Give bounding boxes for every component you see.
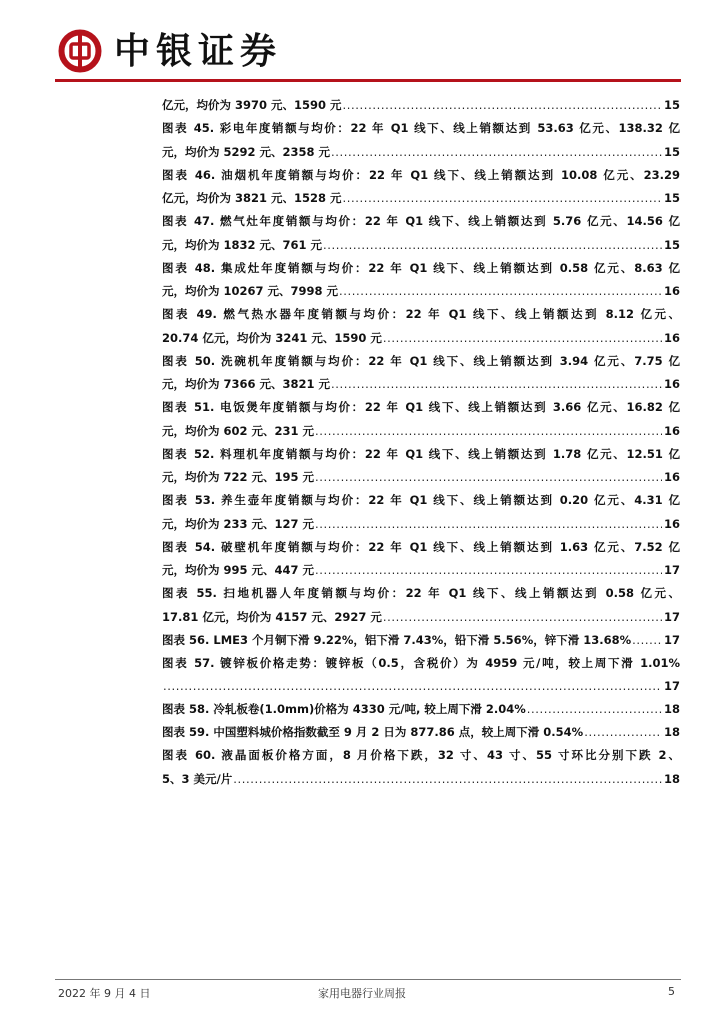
toc-entry-text: 5、3 美元/片 — [162, 771, 233, 786]
toc-leader-dots — [315, 513, 662, 537]
toc-entry[interactable] — [162, 210, 680, 257]
footer-report-title: 家用电器行业周报 — [318, 987, 406, 1000]
toc-entry-line — [162, 443, 680, 467]
toc-entry-line — [162, 721, 680, 745]
toc-entry-line — [162, 768, 680, 792]
toc-page-number: 18 — [663, 702, 680, 716]
toc-page-number: 17 — [663, 632, 680, 647]
toc-leader-dots — [315, 466, 662, 490]
toc-page-number: 16 — [663, 330, 680, 345]
toc-leader-dots — [383, 606, 662, 630]
toc-page-number: 15 — [663, 237, 680, 252]
toc-entry[interactable] — [162, 629, 680, 653]
toc-entry-text: 图表 45. 彩电年度销额与均价：22 年 Q1 线下、线上销额达到 53.63 亿元、138.32 亿 — [162, 121, 680, 135]
toc-entry-text: 亿元，均价为 3821 元、1528 元 — [162, 191, 342, 205]
toc-entry-text: 图表 50. 洗碗机年度销额与均价：22 年 Q1 线下、线上销额达到 3.94 亿元、7.75 亿 — [162, 353, 680, 368]
toc-entry-text: 17.81 亿元，均价为 4157 元、2927 元 — [162, 609, 382, 624]
toc-entry-line — [162, 210, 680, 234]
toc-page-number: 17 — [663, 609, 680, 624]
toc-entry-line — [162, 582, 680, 606]
toc-entry-text: 元，均价为 1832 元、761 元 — [162, 237, 323, 252]
toc-page-number: 15 — [663, 98, 680, 112]
bank-of-china-logo-icon — [58, 29, 102, 73]
toc-page-number: 18 — [663, 771, 680, 786]
brand-name: 中银证券 — [114, 30, 283, 72]
toc-leader-dots — [584, 721, 662, 745]
toc-leader-dots — [343, 187, 662, 211]
toc-entry-line — [162, 164, 680, 188]
toc-entry-text: 图表 46. 油烟机年度销额与均价：22 年 Q1 线下、线上销额达到 10.08 亿元、23.29 — [162, 167, 680, 182]
toc-entry-line — [162, 327, 680, 351]
toc-leader-dots — [331, 141, 662, 165]
footer-divider — [55, 979, 681, 980]
toc-leader-dots — [323, 234, 662, 258]
toc-entry-line — [162, 350, 680, 374]
toc-entry[interactable] — [162, 257, 680, 304]
toc-entry-text: 图表 51. 电饭煲年度销额与均价：22 年 Q1 线下、线上销额达到 3.66 亿元、16.82 亿 — [162, 400, 680, 414]
toc-entry-line — [162, 303, 680, 327]
toc-entry-text: 图表 54. 破壁机年度销额与均价：22 年 Q1 线下、线上销额达到 1.63 亿元、7.52 亿 — [162, 539, 680, 554]
toc-page-number: 17 — [663, 563, 680, 577]
toc-entry-text: 亿元，均价为 3970 元、1590 元 — [162, 98, 342, 112]
toc-entry[interactable] — [162, 744, 680, 791]
toc-entry-line — [162, 187, 680, 211]
toc-entry-line — [162, 234, 680, 258]
toc-entry-text: 图表 48. 集成灶年度销额与均价：22 年 Q1 线下、线上销额达到 0.58 亿元、8.63 亿 — [162, 260, 680, 275]
toc-entry[interactable] — [162, 652, 680, 699]
toc-entry-line — [162, 373, 680, 397]
toc-entry-text: 图表 49. 燃气热水器年度销额与均价：22 年 Q1 线下、线上销额达到 8.12 亿元、 — [162, 307, 680, 321]
toc-entry-text: 图表 55. 扫地机器人年度销额与均价：22 年 Q1 线下、线上销额达到 0.58 亿元、 — [162, 586, 680, 600]
toc-entry-line — [162, 141, 680, 165]
toc-entry-text: 图表 60. 液晶面板价格方面，8 月价格下跌，32 寸、43 寸、55 寸环比分别下跌 2、 — [162, 748, 680, 762]
toc-entry[interactable] — [162, 536, 680, 583]
toc-page-number: 18 — [663, 725, 680, 739]
toc-entry-text: 图表 58. 冷轧板卷(1.0mm)价格为 4330 元/吨, 较上周下滑 2.04% — [162, 702, 526, 716]
toc-entry-text: 20.74 亿元，均价为 3241 元、1590 元 — [162, 330, 382, 345]
toc-entry[interactable] — [162, 396, 680, 443]
toc-entry[interactable] — [162, 582, 680, 629]
toc-entry[interactable] — [162, 443, 680, 490]
toc-entry[interactable] — [162, 489, 680, 536]
toc-leader-dots — [527, 698, 662, 722]
toc-entry[interactable] — [162, 698, 680, 722]
toc-entry-text: 图表 47. 燃气灶年度销额与均价：22 年 Q1 线下、线上销额达到 5.76 亿元、14.56 亿 — [162, 214, 680, 228]
toc-entry-line — [162, 744, 680, 768]
toc-entry[interactable] — [162, 350, 680, 397]
footer-page-number: 5 — [668, 985, 675, 998]
toc-page-number: 16 — [663, 423, 680, 438]
toc-entry-text: 元，均价为 602 元、231 元 — [162, 423, 315, 438]
toc-page-number: 17 — [663, 679, 680, 693]
toc-leader-dots — [632, 629, 662, 653]
toc-entry-line — [162, 513, 680, 537]
toc-leader-dots — [331, 373, 662, 397]
toc-entry[interactable] — [162, 94, 680, 118]
toc-leader-dots — [339, 280, 662, 304]
toc-entry-text: 图表 53. 养生壶年度销额与均价：22 年 Q1 线下、线上销额达到 0.20 亿元、4.31 亿 — [162, 493, 680, 507]
toc-leader-dots — [315, 420, 662, 444]
toc-entry-line — [162, 536, 680, 560]
toc-entry-text: 图表 59. 中国塑料城价格指数截至 9 月 2 日为 877.86 点，较上周下滑 0.54% — [162, 725, 584, 739]
toc-entry-line — [162, 466, 680, 490]
footer-date: 2022 年 9 月 4 日 — [58, 987, 151, 1000]
toc-leader-dots — [343, 94, 662, 118]
toc-page-number: 16 — [663, 284, 680, 298]
brand-logo — [58, 26, 282, 76]
toc-entry-text: 元，均价为 10267 元、7998 元 — [162, 284, 339, 298]
toc-page-number: 16 — [663, 516, 680, 531]
toc-entry-line — [162, 489, 680, 513]
toc-entry[interactable] — [162, 303, 680, 350]
toc-page-number: 16 — [663, 470, 680, 484]
toc-entry-line — [162, 396, 680, 420]
toc-entry-text: 元，均价为 5292 元、2358 元 — [162, 144, 331, 159]
toc-entry-line — [162, 94, 680, 118]
toc-page-number: 15 — [663, 144, 680, 159]
toc-entry-text: 图表 52. 料理机年度销额与均价：22 年 Q1 线下、线上销额达到 1.78 亿元、12.51 亿 — [162, 446, 680, 461]
toc-entry[interactable] — [162, 721, 680, 745]
toc-entry[interactable] — [162, 117, 680, 164]
toc-entry-line — [162, 559, 680, 583]
header-divider — [55, 79, 681, 82]
toc-leader-dots — [233, 768, 662, 792]
toc-entry-line — [162, 629, 680, 653]
toc-entry-line — [162, 652, 680, 676]
toc-leader-dots — [383, 327, 662, 351]
toc-page-number: 16 — [663, 377, 680, 391]
toc-entry-line — [162, 698, 680, 722]
toc-leader-dots — [163, 675, 662, 699]
toc-entry-line — [162, 675, 680, 699]
toc-entry[interactable] — [162, 164, 680, 211]
toc-page-number: 15 — [663, 191, 680, 205]
toc-entry-line — [162, 117, 680, 141]
toc-entry-line — [162, 257, 680, 281]
toc-entry-text: 元，均价为 995 元、447 元 — [162, 563, 315, 577]
toc-entry-text: 图表 56. LME3 个月铜下滑 9.22%，铝下滑 7.43%，铅下滑 5.56%，锌下滑 13.68% — [162, 632, 632, 647]
toc-entry-line — [162, 280, 680, 304]
toc-leader-dots — [315, 559, 662, 583]
toc-entry-text: 图表 57. 镀锌板价格走势：镀锌板（0.5，含税价）为 4959 元/吨，较上周下滑 1.01% — [162, 655, 680, 670]
table-of-figures — [162, 94, 680, 791]
toc-entry-line — [162, 420, 680, 444]
toc-entry-line — [162, 606, 680, 630]
toc-entry-text: 元，均价为 7366 元、3821 元 — [162, 377, 331, 391]
toc-entry-text: 元，均价为 233 元、127 元 — [162, 516, 315, 531]
toc-entry-text: 元，均价为 722 元、195 元 — [162, 470, 315, 484]
